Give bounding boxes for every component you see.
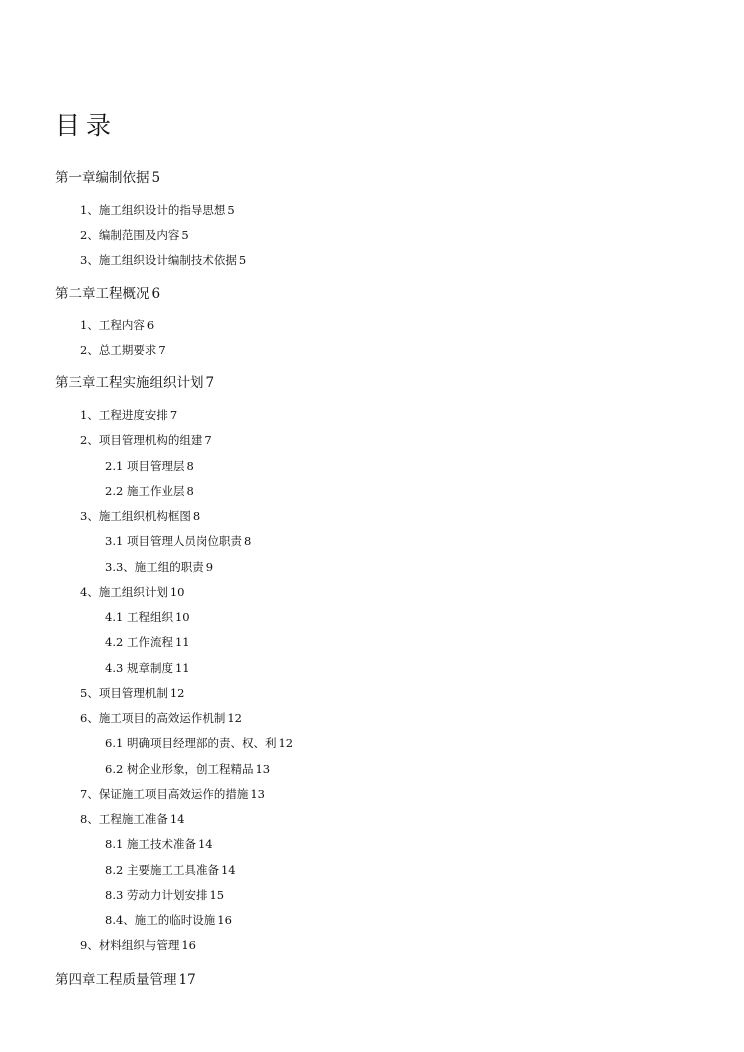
- toc-subsection[interactable]: [105, 637, 190, 649]
- toc-page-number: 7: [205, 375, 215, 391]
- toc-subsection[interactable]: [105, 865, 236, 877]
- toc-entry-label: 第四章工程质量管理: [55, 972, 177, 988]
- toc-subsection[interactable]: [105, 486, 194, 498]
- toc-section[interactable]: [80, 320, 154, 332]
- toc-page-number: 15: [209, 888, 225, 902]
- toc-entry-label: 3、施工组织设计编制技术依据: [80, 253, 237, 267]
- toc-entry-label: 8.2 主要施工工具准备: [105, 863, 219, 877]
- toc-section[interactable]: [80, 511, 200, 523]
- toc-page-number: 5: [151, 170, 161, 186]
- toc-subsection[interactable]: [105, 915, 232, 927]
- toc-page-number: 14: [220, 863, 236, 877]
- toc-section[interactable]: [80, 587, 184, 599]
- toc-subsection[interactable]: [105, 461, 194, 473]
- toc-entry-label: 6、施工项目的高效运作机制: [80, 711, 226, 725]
- toc-section[interactable]: [80, 410, 177, 422]
- toc-page-number: 5: [227, 203, 235, 217]
- toc-page-number: 12: [169, 686, 185, 700]
- toc-page-number: 10: [174, 610, 190, 624]
- toc-entry-label: 2.1 项目管理层: [105, 459, 185, 473]
- toc-entry-label: 2、编制范围及内容: [80, 228, 180, 242]
- toc-subsection[interactable]: [105, 612, 190, 624]
- toc-chapter[interactable]: [55, 377, 214, 391]
- toc-entry-label: 1、工程进度安排: [80, 408, 168, 422]
- toc-entry-label: 第一章编制依据: [55, 170, 150, 186]
- toc-entry-label: 2.2 施工作业层: [105, 484, 185, 498]
- toc-section[interactable]: [80, 230, 189, 242]
- toc-page-number: 11: [174, 661, 190, 675]
- toc-entry-label: 9、材料组织与管理: [80, 938, 180, 952]
- toc-page-number: 8: [243, 534, 252, 548]
- toc-page-number: 14: [169, 812, 185, 826]
- toc-page-number: 17: [178, 972, 196, 988]
- toc-entry-label: 7、保证施工项目高效运作的措施: [80, 787, 249, 801]
- toc-page-number: 11: [174, 635, 190, 649]
- toc-page-number: 7: [158, 343, 166, 357]
- toc-section[interactable]: [80, 789, 265, 801]
- toc-entry-label: 第二章工程概况: [55, 286, 150, 302]
- toc-entry-label: 3、施工组织机构框图: [80, 509, 191, 523]
- toc-page-number: 6: [151, 286, 161, 302]
- toc-entry-label: 6.2 树企业形象，创工程精品: [105, 762, 254, 776]
- toc-page-number: 14: [197, 837, 213, 851]
- toc-subsection[interactable]: [105, 536, 251, 548]
- toc-section[interactable]: [80, 814, 184, 826]
- toc-subsection[interactable]: [105, 738, 293, 750]
- toc-page-number: 5: [238, 253, 247, 267]
- toc-section[interactable]: [80, 713, 242, 725]
- toc-chapter[interactable]: [55, 974, 196, 988]
- toc-page-number: 5: [181, 228, 189, 242]
- toc-subsection[interactable]: [105, 764, 270, 776]
- toc-section[interactable]: [80, 688, 184, 700]
- toc-entry-label: 4、施工组织计划: [80, 585, 168, 599]
- toc-entry-label: 2、总工期要求: [80, 343, 157, 357]
- toc-entry-label: 2、项目管理机构的组建: [80, 433, 203, 447]
- toc-page-number: 16: [217, 913, 232, 927]
- toc-section[interactable]: [80, 940, 196, 952]
- toc-page-number: 13: [255, 762, 271, 776]
- toc-entry-label: 5、项目管理机制: [80, 686, 168, 700]
- toc-section[interactable]: [80, 435, 212, 447]
- toc-page-number: 13: [250, 787, 265, 801]
- toc-entry-label: 4.1 工程组织: [105, 610, 173, 624]
- toc-subsection[interactable]: [105, 839, 213, 851]
- toc-section[interactable]: [80, 205, 235, 217]
- toc-entry-label: 4.2 工作流程: [105, 635, 173, 649]
- toc-page-number: 9: [205, 560, 214, 574]
- toc-section[interactable]: [80, 255, 246, 267]
- toc-entry-label: 3.3、施工组的职责: [105, 560, 204, 574]
- toc-page-number: 12: [227, 711, 242, 725]
- toc-entry-label: 6.1 明确项目经理部的责、权、利: [105, 736, 277, 750]
- toc-page-number: 7: [204, 433, 212, 447]
- toc-page-number: 10: [169, 585, 185, 599]
- toc-page-number: 16: [181, 938, 196, 952]
- toc-entry-label: 3.1 项目管理人员岗位职责: [105, 534, 242, 548]
- toc-entry-label: 1、工程内容: [80, 318, 145, 332]
- toc-chapter[interactable]: [55, 172, 160, 186]
- toc-entry-label: 8.3 劳动力计划安排: [105, 888, 208, 902]
- toc-page-number: 8: [186, 459, 194, 473]
- toc-entry-label: 8.1 施工技术准备: [105, 837, 196, 851]
- toc-subsection[interactable]: [105, 562, 213, 574]
- toc-chapter[interactable]: [55, 288, 160, 302]
- toc-page-number: 8: [192, 509, 201, 523]
- toc-page-number: 6: [146, 318, 155, 332]
- toc-page-number: 7: [169, 408, 178, 422]
- toc-page-number: 12: [278, 736, 294, 750]
- toc-entry-label: 4.3 规章制度: [105, 661, 173, 675]
- toc-entry-label: 1、施工组织设计的指导思想: [80, 203, 226, 217]
- toc-entry-label: 第三章工程实施组织计划: [55, 375, 204, 391]
- page-title: 目录: [55, 111, 118, 140]
- toc-section[interactable]: [80, 345, 166, 357]
- toc-entry-label: 8.4、施工的临时设施: [105, 913, 216, 927]
- toc-page-number: 8: [186, 484, 194, 498]
- toc-subsection[interactable]: [105, 663, 190, 675]
- toc-entry-label: 8、工程施工准备: [80, 812, 168, 826]
- toc-subsection[interactable]: [105, 890, 224, 902]
